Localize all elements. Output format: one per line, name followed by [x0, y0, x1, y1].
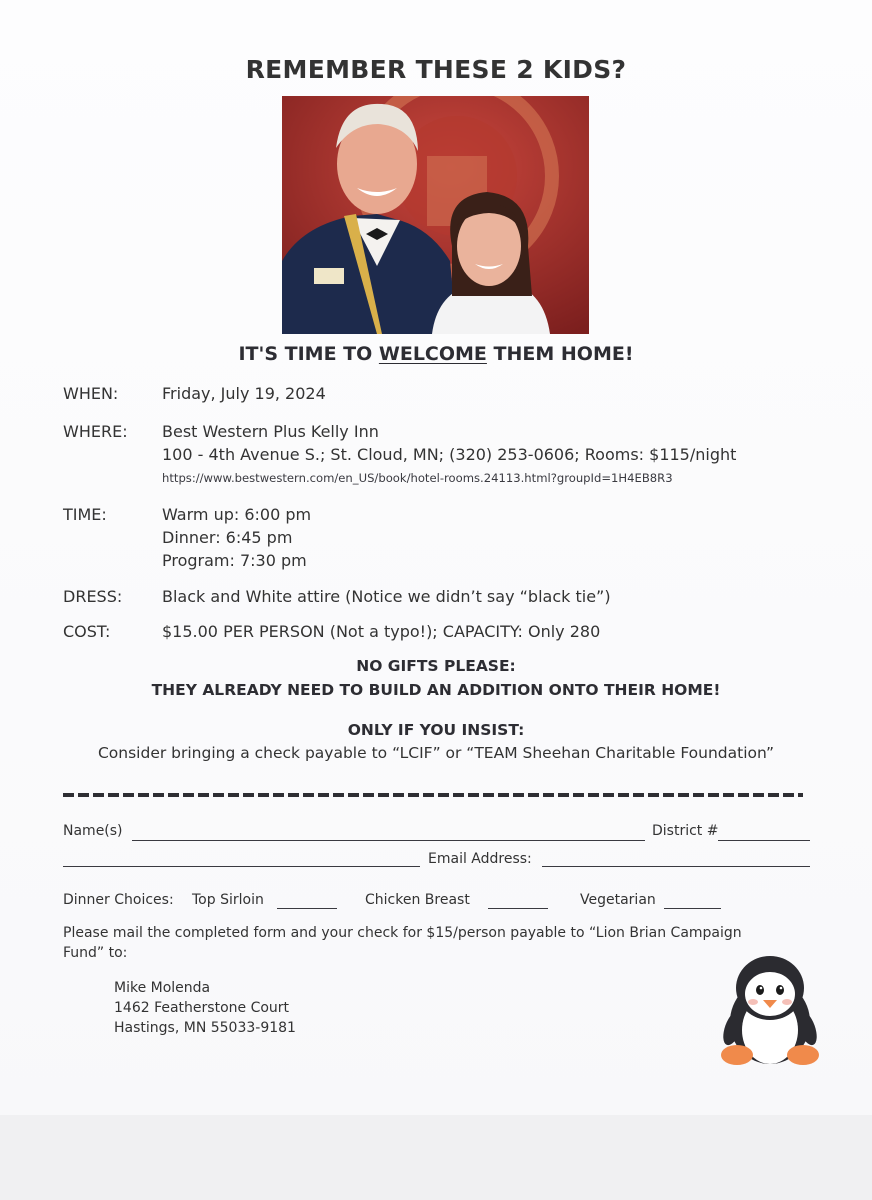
names-field[interactable] [132, 840, 645, 841]
address-name: Mike Molenda [114, 980, 211, 996]
dress-value: Black and White attire (Notice we didn’t say “black tie”) [162, 587, 611, 606]
mail-instructions-line1: Please mail the completed form and your check for $15/person payable to “Lion Brian Campaign [63, 925, 742, 941]
district-label: District # [652, 823, 719, 839]
subtitle-emphasis: WELCOME [378, 343, 487, 365]
page-title: REMEMBER THESE 2 KIDS? [245, 55, 627, 84]
address-city: Hastings, MN 55033-9181 [114, 1020, 296, 1036]
penguin-icon [715, 950, 825, 1070]
district-field[interactable] [718, 840, 810, 841]
choice-vegetarian-field[interactable] [664, 908, 721, 909]
choice-sirloin-field[interactable] [277, 908, 337, 909]
insist-line: Consider bringing a check payable to “LCIF” or “TEAM Sheehan Charitable Foundation” [97, 744, 775, 762]
insist-title: ONLY IF YOU INSIST: [347, 721, 525, 739]
names-label: Name(s) [63, 823, 123, 839]
cost-label: COST: [63, 622, 111, 641]
scan-margin [0, 1115, 872, 1200]
where-label: WHERE: [63, 422, 128, 441]
time-label: TIME: [63, 505, 107, 524]
photo-illustration [282, 96, 589, 334]
subtitle-pre: IT'S TIME TO [238, 343, 379, 365]
time-warmup: Warm up: 6:00 pm [162, 505, 312, 524]
where-line1: Best Western Plus Kelly Inn [162, 422, 379, 441]
no-gifts-line: THEY ALREADY NEED TO BUILD AN ADDITION ONTO THEIR HOME! [151, 681, 721, 699]
no-gifts-title: NO GIFTS PLEASE: [356, 657, 516, 675]
dinner-choices-label: Dinner Choices: [63, 892, 174, 908]
dress-label: DRESS: [63, 587, 123, 606]
mail-instructions-line2: Fund” to: [63, 945, 128, 961]
hotel-booking-link[interactable]: https://www.bestwestern.com/en_US/book/hotel-rooms.24113.html?groupId=1H4EB8R3 [162, 471, 673, 485]
address-street: 1462 Featherstone Court [114, 1000, 290, 1016]
time-program: Program: 7:30 pm [162, 551, 307, 570]
welcome-subtitle [0, 343, 872, 365]
when-value: Friday, July 19, 2024 [162, 384, 326, 403]
choice-sirloin-label: Top Sirloin [192, 892, 264, 908]
choice-chicken-label: Chicken Breast [365, 892, 470, 908]
subtitle-post: THEM HOME! [486, 343, 634, 365]
names-field-line2[interactable] [63, 866, 420, 867]
where-line2: 100 - 4th Avenue S.; St. Cloud, MN; (320) 253-0606; Rooms: $115/night [162, 445, 737, 464]
cost-value: $15.00 PER PERSON (Not a typo!); CAPACITY: Only 280 [162, 622, 601, 641]
couple-photo [282, 96, 589, 334]
when-label: WHEN: [63, 384, 119, 403]
choice-chicken-field[interactable] [488, 908, 548, 909]
choice-vegetarian-label: Vegetarian [580, 892, 656, 908]
cut-line-divider [63, 793, 803, 797]
time-dinner: Dinner: 6:45 pm [162, 528, 293, 547]
email-field[interactable] [542, 866, 810, 867]
email-label: Email Address: [428, 851, 532, 867]
